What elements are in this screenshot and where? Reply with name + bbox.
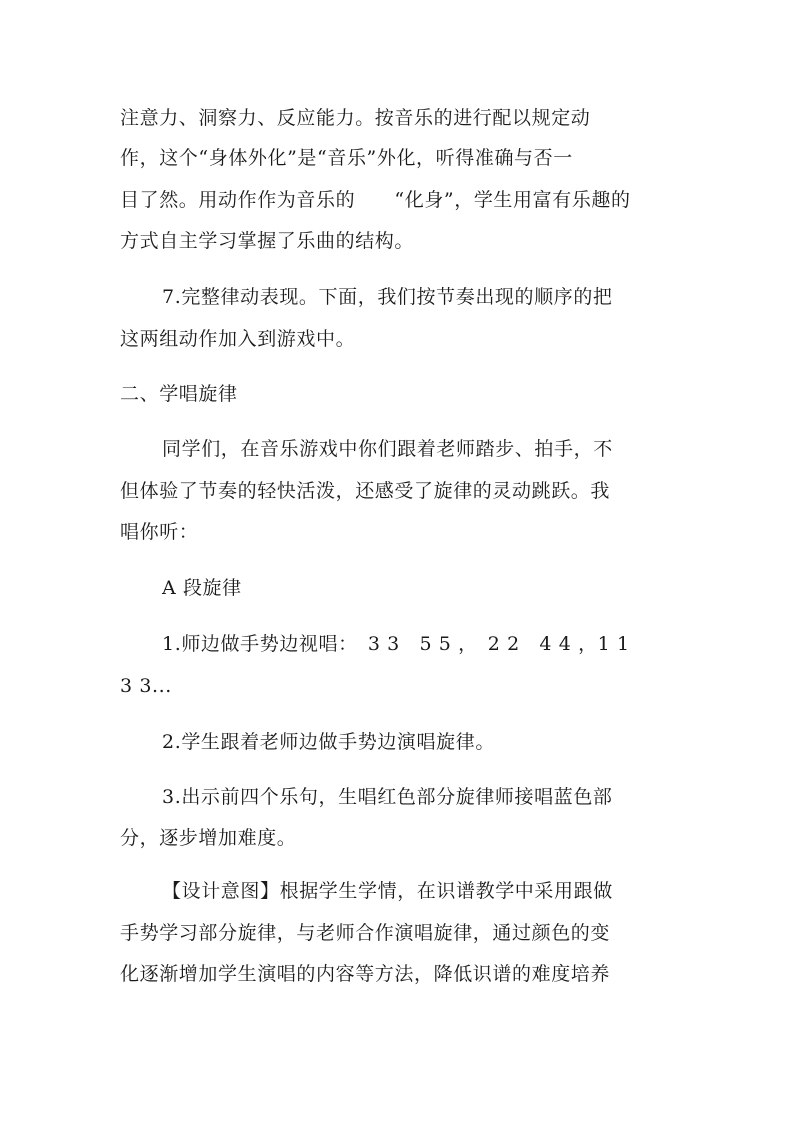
text-line: 手势学习部分旋律，与老师合作演唱旋律，通过颜色的变 bbox=[120, 922, 611, 944]
text-line: 目了然。用动作作为音乐的 “化身”，学生用富有乐趣的 bbox=[120, 189, 631, 211]
text-line: 化逐渐增加学生演唱的内容等方法，降低识谱的难度培养 bbox=[120, 963, 611, 985]
section-heading: 二、学唱旋律 bbox=[120, 383, 238, 405]
text-line: 【设计意图】根据学生学情，在识谱教学中采用跟做 bbox=[162, 880, 613, 902]
text-line: 1.师边做手势边视唱： 3 3 5 5 ， 2 2 4 4 ，1 1 bbox=[162, 633, 630, 655]
text-line: 作，这个“身体外化”是“音乐”外化，听得准确与否一 bbox=[120, 147, 573, 169]
text-line: 这两组动作加入到游戏中。 bbox=[120, 328, 356, 350]
text-line: 3.出示前四个乐句，生唱红色部分旋律师接唱蓝色部 bbox=[162, 786, 613, 808]
text-line: 3 3... bbox=[120, 675, 172, 697]
text-line: 2.学生跟着老师边做手势边演唱旋律。 bbox=[162, 731, 495, 753]
text-line: 注意力、洞察力、反应能力。按音乐的进行配以规定动 bbox=[120, 107, 591, 129]
text-line: 方式自主学习掌握了乐曲的结构。 bbox=[120, 230, 415, 252]
text-line: 但体验了节奏的轻快活泼，还感受了旋律的灵动跳跃。我 bbox=[120, 480, 611, 502]
text-line: 分，逐步增加难度。 bbox=[120, 827, 297, 849]
subheading: A 段旋律 bbox=[162, 577, 242, 599]
text-line: 7.完整律动表现。下面，我们按节奏出现的顺序的把 bbox=[162, 286, 613, 308]
text-line: 同学们，在音乐游戏中你们跟着老师踏步、拍手，不 bbox=[162, 438, 613, 460]
text-line: 唱你听： bbox=[120, 521, 199, 543]
